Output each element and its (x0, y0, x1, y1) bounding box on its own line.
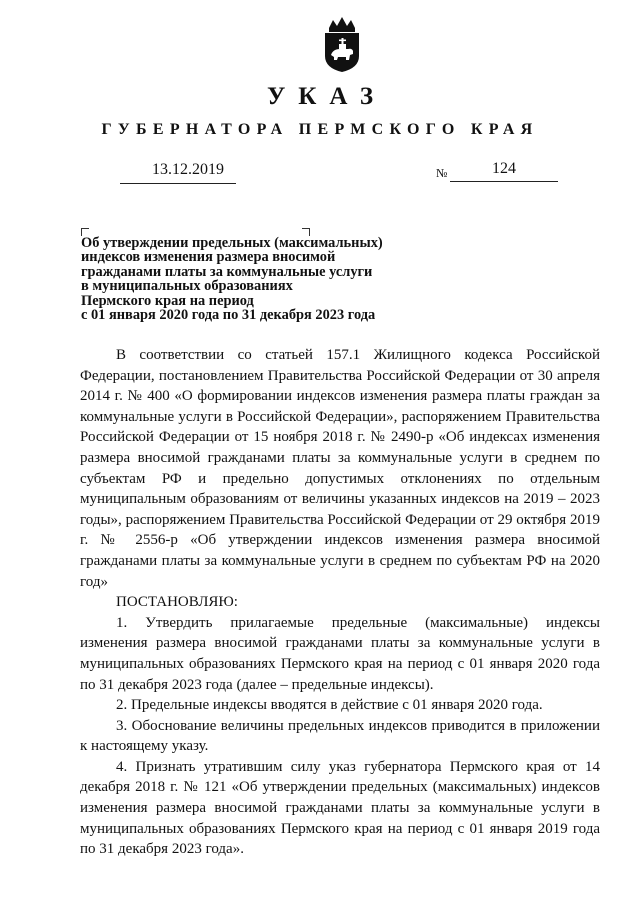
number-sign: № (436, 166, 448, 180)
document-body (80, 345, 600, 860)
item-paragraph: 4. Признать утратившим силу указ губернатора Пермского края от 14 декабря 2018 г. № 121 «Об утверждении предельных (максимальных) индексов изменения размера вносимой гражданами платы за коммунальные услуги в муниципальных образованиях Пермского края на период с 01 января 2019 года по 31 декабря 2023 года». (80, 758, 600, 858)
decree-word: ПОСТАНОВЛЯЮ: (116, 594, 238, 611)
item-paragraph: 3. Обоснование величины предельных индексов приводится в приложении к настоящему указу. (80, 717, 600, 755)
document-number: 124 (492, 160, 516, 177)
number-field (450, 161, 558, 182)
heading-line: индексов изменения размера вносимой (81, 249, 336, 266)
coat-of-arms-icon (319, 14, 365, 74)
document-heading (81, 236, 441, 322)
item-paragraph: 2. Предельные индексы вводятся в действие с 01 января 2020 года. (116, 697, 543, 714)
heading-line: Пермского края на период (81, 292, 254, 309)
heading-line: в муниципальных образованиях (81, 278, 293, 295)
heading-line: гражданами платы за коммунальные услуги (81, 263, 373, 280)
preamble-paragraph: В соответствии со статьей 157.1 Жилищного кодекса Российской Федерации, постановлением Правительства Российской Федерации от 30 апреля 2014 г. № 400 «О формировании индексов изменения размера платы граждан за коммунальные услуги в Российской Федерации», распоряжением Правительства Российской Федерации от 15 ноября 2018 г. № 2490-р «Об индексах изменения размера вносимой гражданами платы за коммунальные услуги в среднем по субъектам РФ и предельно допустимых отклонениях по отдельным муниципальным образованиям от величины указанных индексов на 2019 – 2023 годы», распоряжением Правительства Российской Федерации от 29 октября 2019 г. № 2556-р «Об утверждении индексов изменения размера вносимой гражданами платы за коммунальные услуги в среднем по субъектам РФ на 2020 год» (80, 347, 600, 590)
document-date: 13.12.2019 (152, 161, 224, 178)
document-title: УКАЗ (266, 83, 387, 110)
item-paragraph: 1. Утвердить прилагаемые предельные (максимальные) индексы изменения размера вносимой гражданами платы за коммунальные услуги в муниципальных образованиях Пермского края на период с 01 января 2020 года по 31 декабря 2023 года (далее – предельные индексы). (80, 614, 600, 693)
heading-line: с 01 января 2020 года по 31 декабря 2023 года (81, 307, 376, 324)
heading-line: Об утверждении предельных (максимальных) (81, 235, 383, 251)
document-issuer: ГУБЕРНАТОРА ПЕРМСКОГО КРАЯ (101, 121, 539, 138)
date-field (120, 161, 236, 184)
